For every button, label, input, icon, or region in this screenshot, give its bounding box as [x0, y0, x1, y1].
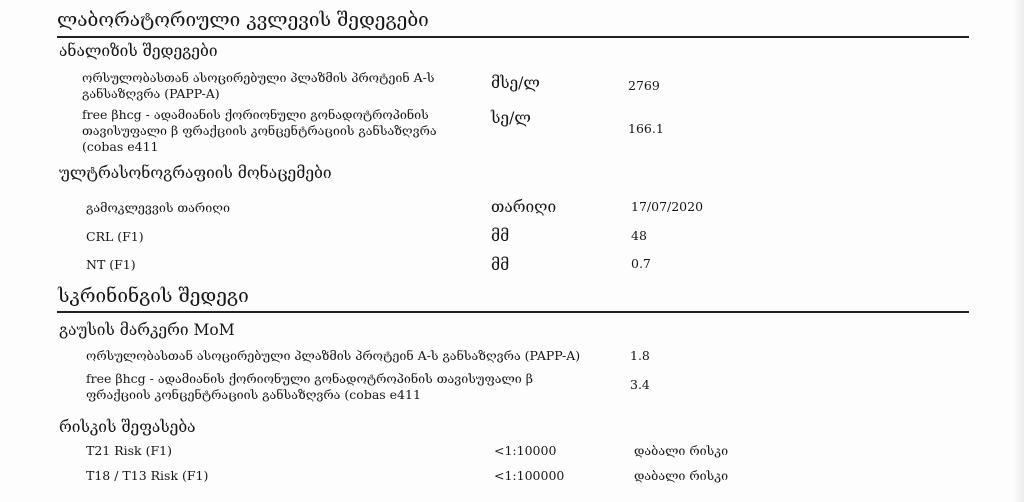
risk-heading: რისკის შეფასება — [59, 418, 196, 436]
bhcg-name-line2: თავისუფალი β ფრაქციის კონცენტრაციის განსაზღვრა — [82, 123, 437, 138]
t21-risk-ratio: <1:10000 — [494, 443, 557, 458]
t21-risk-level: დაბალი რისკი — [634, 443, 729, 458]
nt-name: NT (F1) — [86, 257, 136, 272]
mom-bhcg-name-line1: free βhcg - ადამიანის ქორიონული გონადოტროპინის თავისუფალი β — [86, 371, 533, 386]
exam-date-name: გამოკლევვის თარიღი — [86, 200, 230, 215]
bhcg-name-line1: free βhcg - ადამიანის ქორიონული გონადოტროპინის — [82, 107, 429, 122]
mom-bhcg-name-line2: ფრაქციის კონცენტრაციის განსაზღვრა (cobas e411 — [86, 387, 421, 402]
nt-value: 0.7 — [631, 256, 651, 271]
ultrasound-heading: ულტრასონოგრაფიის მონაცემები — [59, 164, 332, 182]
crl-value: 48 — [631, 228, 647, 243]
papp-a-name-line1: ორსულობასთან ასოცირებული პლაზმის პროტეინ A-ს — [82, 70, 435, 85]
title-divider — [57, 36, 969, 38]
screening-divider — [57, 311, 969, 313]
t18-t13-risk-level: დაბალი რისკი — [634, 468, 729, 483]
t21-risk-name: T21 Risk (F1) — [86, 443, 172, 458]
mom-heading: გაუსის მარკერი MoM — [59, 321, 235, 339]
bhcg-value: 166.1 — [628, 121, 664, 136]
t18-t13-risk-name: T18 / T13 Risk (F1) — [86, 468, 209, 483]
papp-a-name-line2: განსაზღვრა (PAPP-A) — [82, 86, 220, 101]
bhcg-name-line3: (cobas e411 — [82, 139, 159, 154]
page-title: ლაბორატორიული კვლევის შედეგები — [57, 9, 429, 31]
t18-t13-risk-ratio: <1:100000 — [494, 468, 565, 483]
crl-name: CRL (F1) — [86, 229, 144, 244]
screening-heading: სკრინინგის შედეგი — [58, 285, 249, 307]
bhcg-unit: სე/ლ — [491, 109, 531, 127]
mom-bhcg-value: 3.4 — [630, 377, 650, 392]
page-edge-shadow — [1012, 0, 1024, 502]
analysis-heading: ანალიზის შედეგები — [59, 42, 218, 60]
mom-papp-a-name: ორსულობასთან ასოცირებული პლაზმის პროტეინ A-ს განსაზღვრა (PAPP-A) — [86, 348, 581, 363]
exam-date-value: 17/07/2020 — [631, 199, 704, 214]
exam-date-unit: თარიღი — [491, 198, 557, 216]
crl-unit: მმ — [491, 227, 510, 245]
mom-papp-a-value: 1.8 — [630, 348, 650, 363]
papp-a-value: 2769 — [628, 78, 660, 93]
nt-unit: მმ — [491, 256, 510, 274]
papp-a-unit: მსე/ლ — [491, 74, 540, 92]
